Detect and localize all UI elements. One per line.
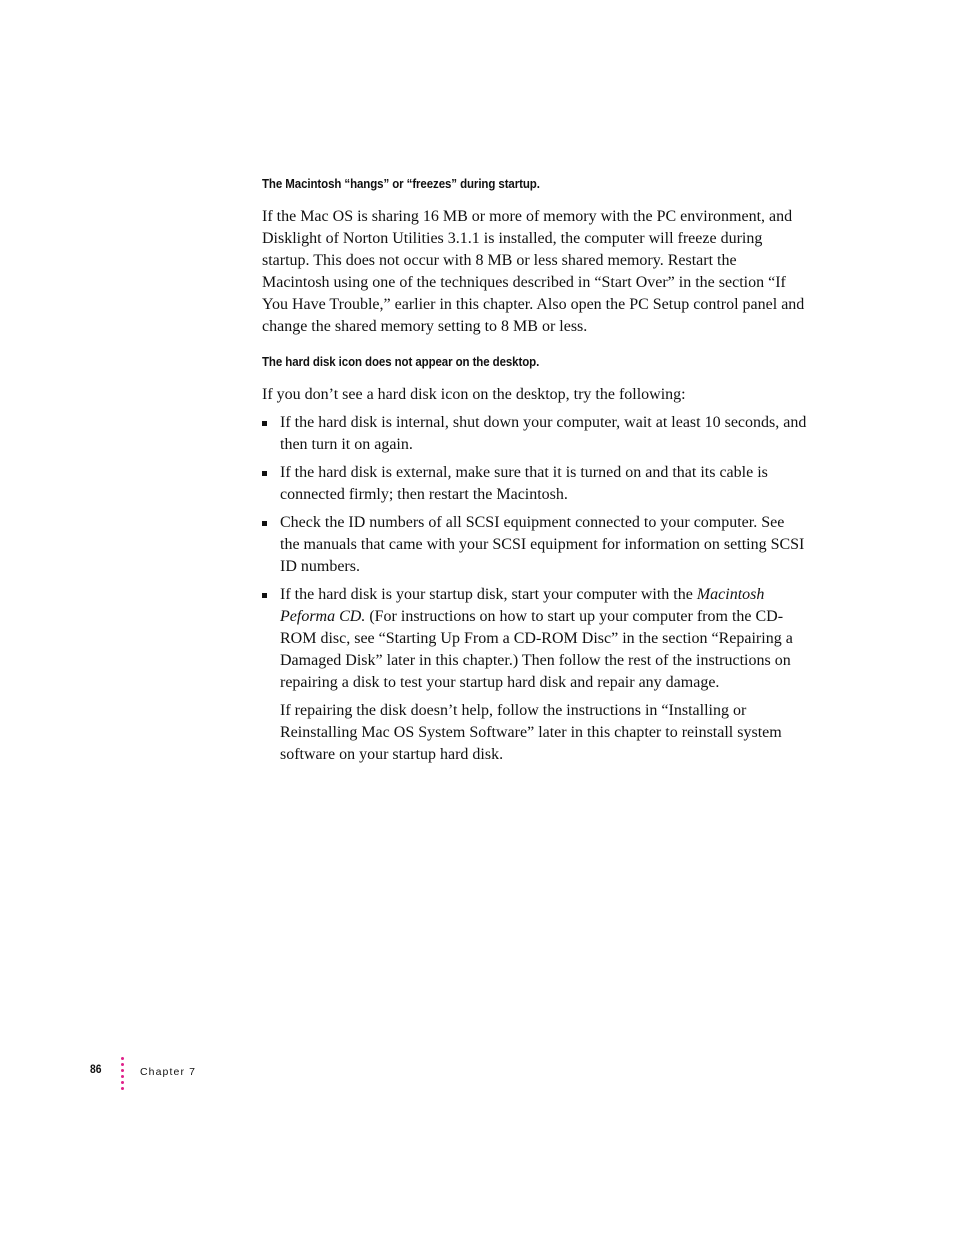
list-item [262,462,807,506]
list-item-text: If the hard disk is internal, shut down your computer, wait at least 10 seconds, and then turn it on again. [280,414,807,453]
list-item [262,584,807,694]
chapter-label: Chapter 7 [140,1066,197,1078]
troubleshooting-list [262,412,807,694]
page-content [262,176,807,766]
square-bullet-icon [262,471,267,476]
list-item-text: If the hard disk is external, make sure that it is turned on and that its cable is connected firmly; then restart the Macintosh. [280,464,768,503]
list-item-text: Check the ID numbers of all SCSI equipment connected to your computer. See the manuals that came with your SCSI equipment for information on setting SCSI ID numbers. [280,514,805,575]
section-heading-startup-freeze: The Macintosh “hangs” or “freezes” during startup. [262,177,540,191]
list-item-text-after: (For instructions on how to start up your computer from the CD-ROM disc, see “Starting Up From a CD-ROM Disc” in the section “Repairing a Damaged Disk” later in this chapter.) Then follow the rest of the instructions on repairing a disk to test your startup hard disk and repair any damage. [280,608,793,691]
list-item [262,412,807,456]
dotted-divider [121,1057,124,1093]
square-bullet-icon [262,593,267,598]
divider-dot [121,1075,124,1078]
square-bullet-icon [262,421,267,426]
paragraph-hard-disk-intro: If you don’t see a hard disk icon on the desktop, try the following: [262,386,686,403]
book-title: Macintosh Peforma CD. [280,586,765,625]
divider-dot [121,1087,124,1090]
divider-dot [121,1081,124,1084]
paragraph-startup-freeze: If the Mac OS is sharing 16 MB or more of memory with the PC environment, and Disklight of Norton Utilities 3.1.1 is installed, the computer will freeze during startup. This does not occur with 8 MB or less shared memory. Restart the Macintosh using one of the techniques described in “Start Over” in the section “If You Have Trouble,” earlier in this chapter. Also open the PC Setup control panel and change the shared memory setting to 8 MB or less. [262,208,805,335]
list-item [262,512,807,578]
square-bullet-icon [262,521,267,526]
paragraph-reinstall-advice: If repairing the disk doesn’t help, follow the instructions in “Installing or Reinstalling Mac OS System Software” later in this chapter to reinstall system software on your startup hard disk. [280,702,782,763]
list-item-text-before: If the hard disk is your startup disk, start your computer with the [280,586,697,603]
section-heading-hard-disk-icon: The hard disk icon does not appear on the desktop. [262,355,540,369]
divider-dot [121,1069,124,1072]
page-number: 86 [90,1064,102,1076]
divider-dot [121,1057,124,1060]
divider-dot [121,1063,124,1066]
